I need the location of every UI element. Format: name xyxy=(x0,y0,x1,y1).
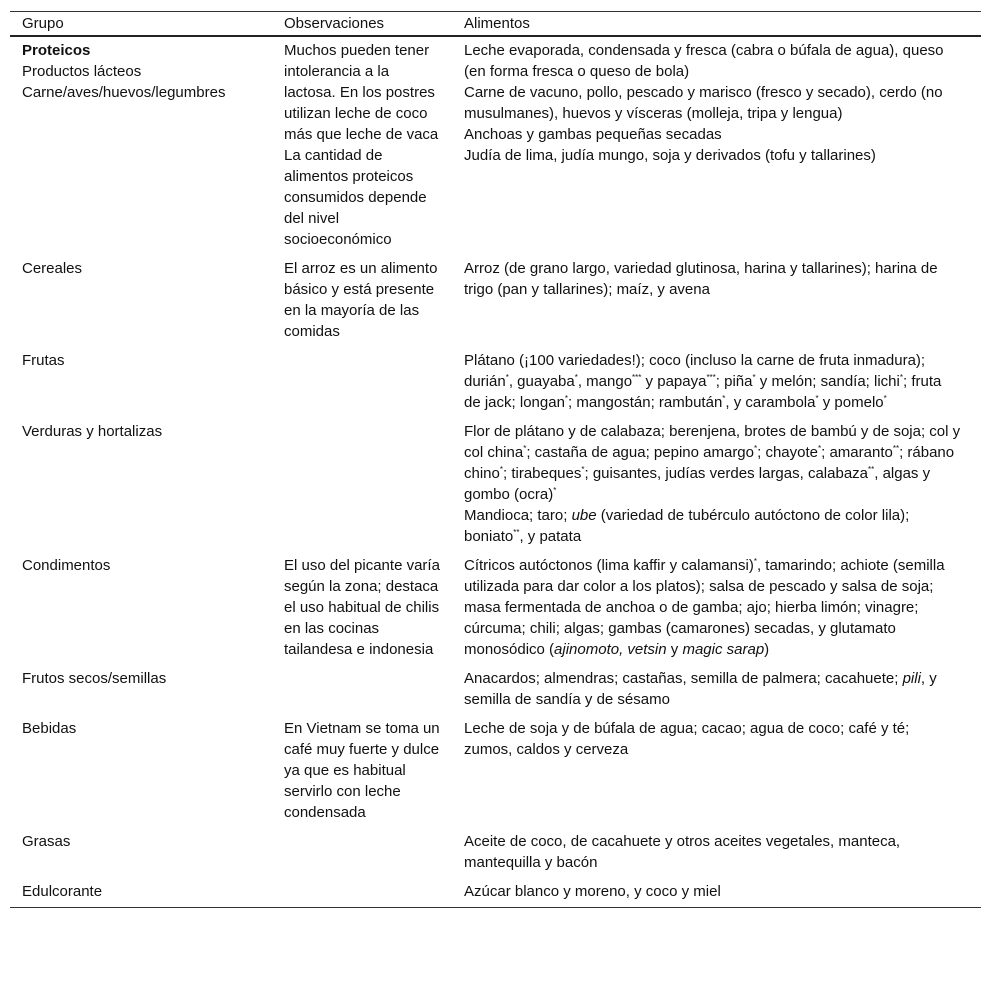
text-segment: Mandioca; taro; xyxy=(464,507,572,524)
cell-observaciones xyxy=(272,552,452,665)
text-segment: Edulcorante xyxy=(22,883,103,900)
cell-paragraph xyxy=(22,718,260,739)
text-segment: ube xyxy=(571,507,597,524)
text-segment: , tamarindo; achiote (semilla utilizada para dar color a los platos); salsa de pescado y salsa de soja; masa fermentada de anchoa o de gamba; ajo; hierba limón; vinagre; cúrcuma; chili; algas; gambas (camarones) secadas, y glutamato monosódico ( xyxy=(464,557,945,658)
cell-grupo xyxy=(10,418,272,552)
footnote-mark: * xyxy=(505,373,509,382)
cell-alimentos xyxy=(452,36,981,255)
cell-paragraph xyxy=(464,505,961,547)
cell-grupo xyxy=(10,878,272,908)
text-segment: Carne/aves/huevos/legumbres xyxy=(22,84,226,101)
text-segment: Frutas xyxy=(22,352,65,369)
cell-alimentos xyxy=(452,665,981,715)
text-segment: Azúcar blanco y moreno, y coco y miel xyxy=(464,883,721,900)
cell-paragraph xyxy=(22,350,260,371)
cell-observaciones xyxy=(272,418,452,552)
text-segment: y xyxy=(666,641,683,658)
text-segment: El uso del picante varía según la zona; destaca el uso habitual de chilis en las cocinas tailandesa e indonesia xyxy=(284,557,440,658)
text-segment: magic sarap xyxy=(682,641,765,658)
table-row xyxy=(10,715,981,828)
cell-paragraph xyxy=(464,718,961,760)
text-segment: y pomelo xyxy=(818,394,884,411)
footnote-mark: * xyxy=(523,444,527,453)
text-segment: , y semilla de sandía y de sésamo xyxy=(464,670,937,708)
cell-observaciones xyxy=(272,347,452,418)
cell-paragraph xyxy=(284,718,442,823)
cell-alimentos xyxy=(452,828,981,878)
text-segment: En Vietnam se toma un café muy fuerte y dulce ya que es habitual servirlo con leche condensada xyxy=(284,720,440,821)
footnote-mark: * xyxy=(574,373,578,382)
footnote-mark: * xyxy=(581,465,585,474)
text-segment: , algas y gombo (ocra) xyxy=(464,465,931,503)
text-segment: Bebidas xyxy=(22,720,77,737)
text-segment: ; guisantes, judías verdes largas, calabaza xyxy=(584,465,868,482)
cell-paragraph xyxy=(22,555,260,576)
cell-paragraph xyxy=(464,555,961,660)
cell-paragraph xyxy=(22,82,260,103)
text-segment: y papaya xyxy=(641,373,707,390)
cell-grupo xyxy=(10,552,272,665)
footnote-mark: *** xyxy=(632,373,642,382)
footnote-mark: * xyxy=(815,394,819,403)
text-segment: ; chayote xyxy=(757,444,818,461)
header-alimentos: Alimentos xyxy=(452,12,981,37)
header-row xyxy=(10,12,981,37)
footnote-mark: * xyxy=(752,373,756,382)
text-segment: ; rábano chino xyxy=(464,444,955,482)
text-segment: ; tirabeques xyxy=(502,465,582,482)
cell-paragraph xyxy=(284,40,442,145)
text-segment: Cítricos autóctonos (lima kaffir y calamansi) xyxy=(464,557,754,574)
text-segment: Judía de lima, judía mungo, soja y derivados (tofu y tallarines) xyxy=(464,147,876,164)
food-groups-table xyxy=(10,11,981,908)
footnote-mark: *** xyxy=(706,373,716,382)
table-row xyxy=(10,255,981,347)
cell-alimentos xyxy=(452,418,981,552)
text-segment: Anchoas y gambas pequeñas secadas xyxy=(464,126,722,143)
text-segment: pili xyxy=(902,670,921,687)
cell-paragraph xyxy=(464,40,961,82)
table-row xyxy=(10,36,981,255)
footnote-mark: * xyxy=(564,394,569,403)
footnote-mark: * xyxy=(754,444,758,453)
cell-alimentos xyxy=(452,715,981,828)
footnote-mark: * xyxy=(753,557,757,566)
cell-alimentos xyxy=(452,552,981,665)
cell-grupo xyxy=(10,347,272,418)
text-segment: Plátano (¡100 variedades!); coco (incluso la carne de fruta inmadura); durián xyxy=(464,352,926,390)
cell-paragraph xyxy=(464,145,961,166)
text-segment: (variedad de tubérculo autóctono de color lila); boniato xyxy=(464,507,910,545)
text-segment: , guayaba xyxy=(508,373,575,390)
cell-observaciones xyxy=(272,36,452,255)
cell-observaciones xyxy=(272,255,452,347)
table-body xyxy=(10,36,981,908)
text-segment: Leche evaporada, condensada y fresca (cabra o búfala de agua), queso (en forma fresca o queso de bola) xyxy=(464,42,944,80)
text-segment: Grasas xyxy=(22,833,71,850)
cell-observaciones xyxy=(272,715,452,828)
cell-paragraph xyxy=(464,421,961,505)
cell-paragraph xyxy=(22,881,260,902)
cell-observaciones xyxy=(272,828,452,878)
footnote-mark: ** xyxy=(892,444,900,453)
cell-paragraph xyxy=(464,881,961,902)
cell-paragraph xyxy=(464,350,961,413)
header-grupo: Grupo xyxy=(10,12,272,37)
text-segment: ajinomoto, vetsin xyxy=(554,641,667,658)
text-segment: Carne de vacuno, pollo, pescado y marisco (fresco y secado), cerdo (no musulmanes), huevos y vísceras (molleja, tripa y lengua) xyxy=(464,84,943,122)
cell-paragraph xyxy=(464,831,961,873)
cell-paragraph xyxy=(284,555,442,660)
text-segment: Muchos pueden tener intolerancia a la lactosa. En los postres utilizan leche de coco más que leche de vaca xyxy=(284,42,439,143)
text-segment: ; amaranto xyxy=(821,444,893,461)
footnote-mark: * xyxy=(899,373,903,382)
cell-grupo xyxy=(10,828,272,878)
cell-paragraph xyxy=(284,258,442,342)
footnote-mark: * xyxy=(883,394,887,403)
cell-grupo xyxy=(10,665,272,715)
footnote-mark: * xyxy=(722,394,726,403)
footnote-mark: * xyxy=(499,465,503,474)
text-segment: Cereales xyxy=(22,260,83,277)
cell-observaciones xyxy=(272,878,452,908)
text-segment: , mango xyxy=(577,373,633,390)
cell-alimentos xyxy=(452,347,981,418)
cell-grupo xyxy=(10,715,272,828)
table-row xyxy=(10,665,981,715)
cell-grupo xyxy=(10,255,272,347)
text-segment: Condimentos xyxy=(22,557,111,574)
table-row xyxy=(10,878,981,908)
text-segment: , y patata xyxy=(519,528,582,545)
text-segment: Flor de plátano y de calabaza; berenjena, brotes de bambú y de soja; col y col china xyxy=(464,423,961,461)
table-row xyxy=(10,347,981,418)
text-segment: ; piña xyxy=(715,373,753,390)
text-segment: ; fruta de jack; longan xyxy=(464,373,942,411)
cell-grupo xyxy=(10,36,272,255)
cell-paragraph xyxy=(464,258,961,300)
text-segment: Arroz (de grano largo, variedad glutinosa, harina y tallarines); harina de trigo (pan y tallarines); maíz, y avena xyxy=(464,260,938,298)
cell-paragraph xyxy=(284,145,442,250)
cell-paragraph xyxy=(22,40,260,61)
text-segment: ) xyxy=(764,641,770,658)
table-row xyxy=(10,552,981,665)
cell-paragraph xyxy=(22,421,260,442)
text-segment: , y carambola xyxy=(725,394,816,411)
text-segment: La cantidad de alimentos proteicos consumidos depende del nivel socioeconómico xyxy=(284,147,427,248)
cell-alimentos xyxy=(452,255,981,347)
footnote-mark: ** xyxy=(868,465,875,474)
text-segment: Productos lácteos xyxy=(22,63,142,80)
cell-alimentos xyxy=(452,878,981,908)
text-segment: Frutos secos/semillas xyxy=(22,670,167,687)
text-segment: ; castaña de agua; pepino amargo xyxy=(526,444,754,461)
text-segment: y melón; sandía; lichi xyxy=(755,373,900,390)
cell-paragraph xyxy=(22,668,260,689)
text-segment: Verduras y hortalizas xyxy=(22,423,163,440)
cell-paragraph xyxy=(464,668,961,710)
footnote-mark: * xyxy=(818,444,822,453)
cell-paragraph xyxy=(464,124,961,145)
cell-paragraph xyxy=(22,831,260,852)
table-row xyxy=(10,828,981,878)
footnote-mark: ** xyxy=(513,528,520,537)
cell-paragraph xyxy=(22,61,260,82)
text-segment: Proteicos xyxy=(22,42,91,59)
text-segment: ; mangostán; rambután xyxy=(568,394,723,411)
cell-paragraph xyxy=(464,82,961,124)
text-segment: Anacardos; almendras; castañas, semilla de palmera; cacahuete; xyxy=(464,670,903,687)
cell-paragraph xyxy=(22,258,260,279)
text-segment: Aceite de coco, de cacahuete y otros aceites vegetales, manteca, mantequilla y bacón xyxy=(464,833,901,871)
header-observaciones: Observaciones xyxy=(272,12,452,37)
cell-observaciones xyxy=(272,665,452,715)
footnote-mark: * xyxy=(553,486,557,495)
table-row xyxy=(10,418,981,552)
text-segment: El arroz es un alimento básico y está presente en la mayoría de las comidas xyxy=(284,260,438,340)
text-segment: Leche de soja y de búfala de agua; cacao; agua de coco; café y té; zumos, caldos y cerveza xyxy=(464,720,910,758)
